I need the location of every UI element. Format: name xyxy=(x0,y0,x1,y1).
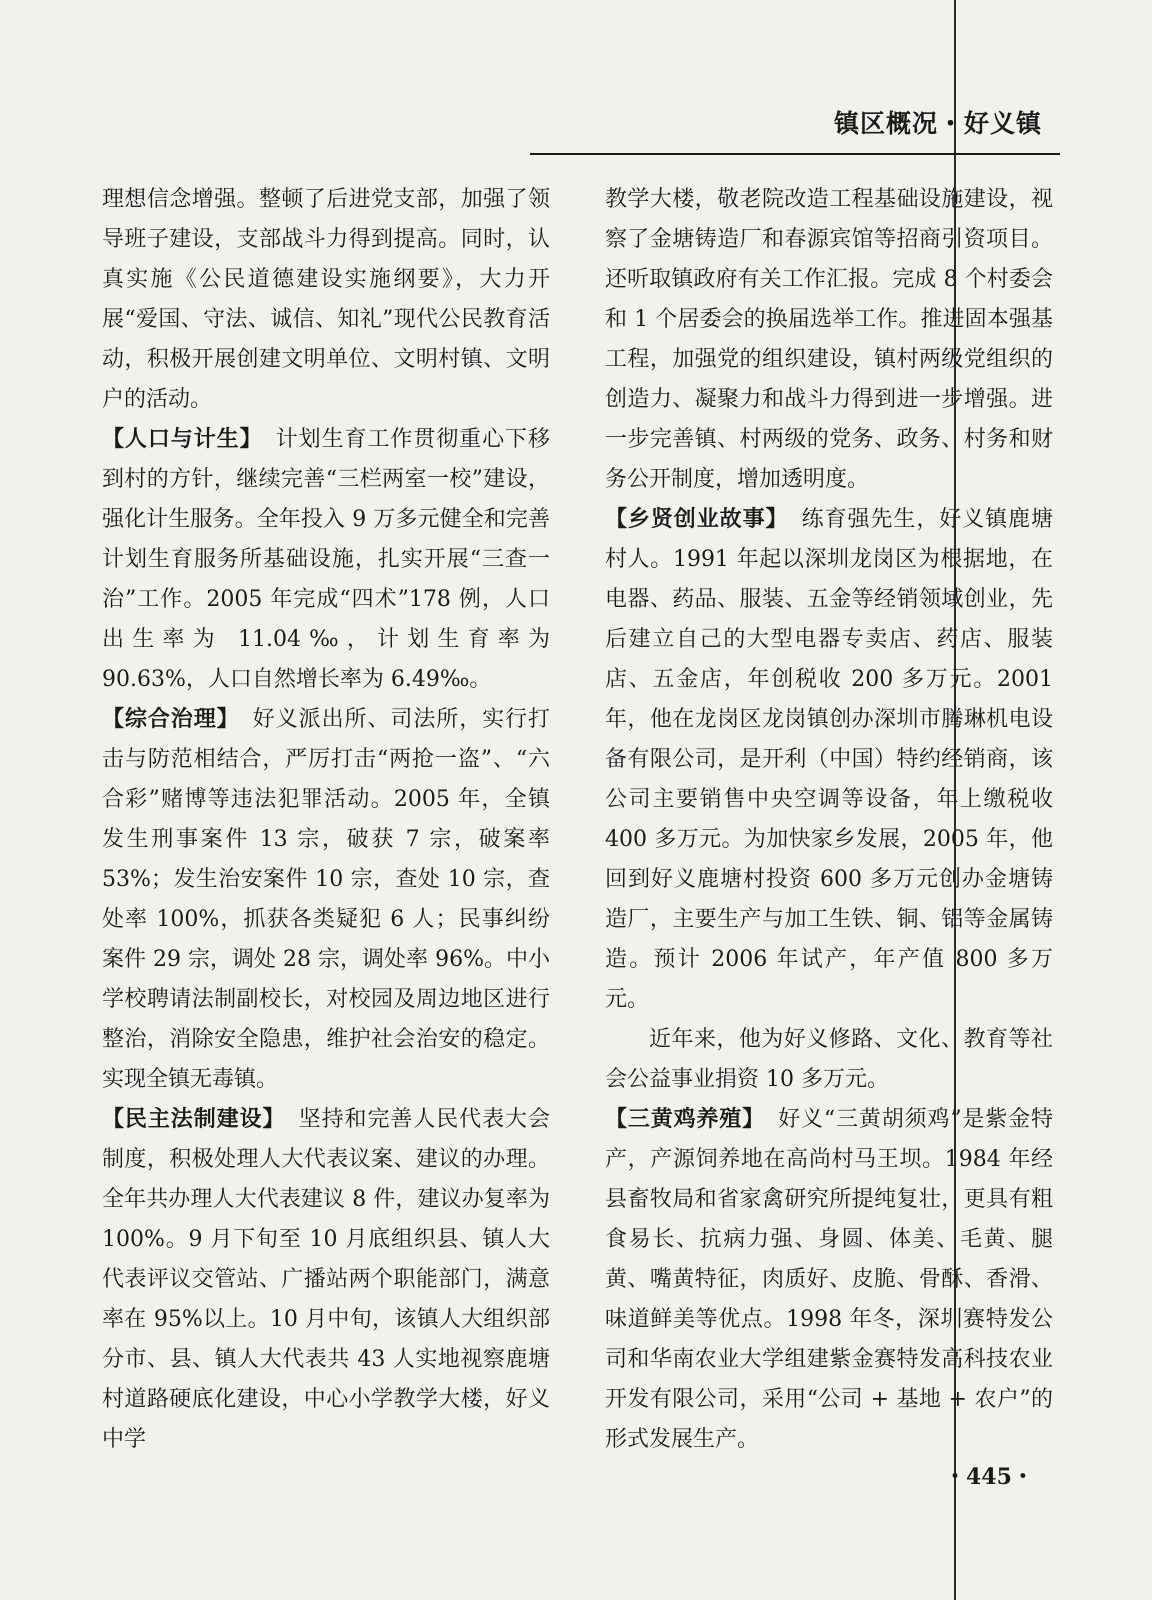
left-column xyxy=(102,180,550,1460)
section-heading: 【综合治理】 xyxy=(102,707,240,732)
section-population xyxy=(102,420,550,700)
section-body: 计划生育工作贯彻重心下移到村的方针，继续完善“三栏两室一校”建设，强化计生服务。全年投入 9 万多元健全和完善计划生育服务所基础设施，扎实开展“三查一治”工作。2005 年完成“四术”178 例，人口出生率为 11.04‰，计划生育率为 90.63%，人口自然增长率为 6.49‰。 xyxy=(102,427,550,692)
section-heading: 【人口与计生】 xyxy=(102,427,263,452)
section-democracy-law xyxy=(102,1100,550,1460)
paragraph-donation: 近年来，他为好义修路、文化、教育等社会公益事业捐资 10 多万元。 xyxy=(605,1027,1053,1092)
paragraph-party-building: 理想信念增强。整顿了后进党支部，加强了领导班子建设，支部战斗力得到提高。同时，认真实施《公民道德建设实施纲要》，大力开展“爱国、守法、诚信、知礼”现代公民教育活动，积极开展创建文明单位、文明村镇、文明户的活动。 xyxy=(102,187,550,412)
header-rule xyxy=(530,153,1060,155)
right-column xyxy=(605,180,1053,1460)
page-number: ・445・ xyxy=(944,1464,1034,1490)
section-heading: 【乡贤创业故事】 xyxy=(605,507,789,532)
section-heading: 【民主法制建设】 xyxy=(102,1107,286,1132)
section-body: 好义“三黄胡须鸡”是紫金特产，产源饲养地在高尚村马王坝。1984 年经县畜牧局和省家禽研究所提纯复壮，更具有粗食易长、抗病力强、身圆、体美、毛黄、腿黄、嘴黄特征，肉质好、皮脆、骨酥、香滑、味道鲜美等优点。1998 年冬，深圳赛特发公司和华南农业大学组建紫金赛特发高科技农业开发有限公司，采用“公司 + 基地 + 农户”的形式发展生产。 xyxy=(605,1107,1053,1452)
paragraph-continuation: 教学大楼，敬老院改造工程基础设施建设，视察了金塘铸造厂和春源宾馆等招商引资项目。还听取镇政府有关工作汇报。完成 8 个村委会和 1 个居委会的换届选举工作。推进固本强基工程，加强党的组织建设，镇村两级党组织的创造力、凝聚力和战斗力得到进一步增强。进一步完善镇、村两级的党务、政务、村务和财务公开制度，增加透明度。 xyxy=(605,187,1053,492)
section-body: 练育强先生，好义镇鹿塘村人。1991 年起以深圳龙岗区为根据地，在电器、药品、服装、五金等经销领域创业，先后建立自己的大型电器专卖店、药店、服装店、五金店，年创税收 200 多万元。2001 年，他在龙岗区龙岗镇创办深圳市腾琳机电设备有限公司，是开利（中国）特约经销商，该公司主要销售中央空调等设备，年上缴税收 400 多万元。为加快家乡发展，2005 年，他回到好义鹿塘村投资 600 多万元创办金塘铸造厂，主要生产与加工生铁、铜、铝等金属铸造。预计 2006 年试产，年产值 800 多万元。 xyxy=(605,507,1053,1012)
section-entrepreneur-story xyxy=(605,500,1053,1020)
section-public-security xyxy=(102,700,550,1100)
section-body: 坚持和完善人民代表大会制度，积极处理人大代表议案、建议的办理。全年共办理人大代表建议 8 件，建议办复率为 100%。9 月下旬至 10 月底组织县、镇人大代表评议交管站、广播站两个职能部门，满意率在 95%以上。10 月中旬，该镇人大组织部分市、县、镇人大代表共 43 人实地视察鹿塘村道路硬底化建设，中心小学教学大楼，好义中学 xyxy=(102,1107,550,1452)
section-chicken-farming xyxy=(605,1100,1053,1460)
section-heading: 【三黄鸡养殖】 xyxy=(605,1107,766,1132)
section-body: 好义派出所、司法所，实行打击与防范相结合，严厉打击“两抢一盗”、“六合彩”赌博等违法犯罪活动。2005 年，全镇发生刑事案件 13 宗，破获 7 宗，破案率 53%；发生治安案件 10 宗，查处 10 宗，查处率 100%，抓获各类疑犯 6 人；民事纠纷案件 29 宗，调处 28 宗，调处率 96%。中小学校聘请法制副校长，对校园及周边地区进行整治，消除安全隐患，维护社会治安的稳定。实现全镇无毒镇。 xyxy=(102,707,550,1092)
running-header: 镇区概况・好义镇 xyxy=(833,109,1042,138)
